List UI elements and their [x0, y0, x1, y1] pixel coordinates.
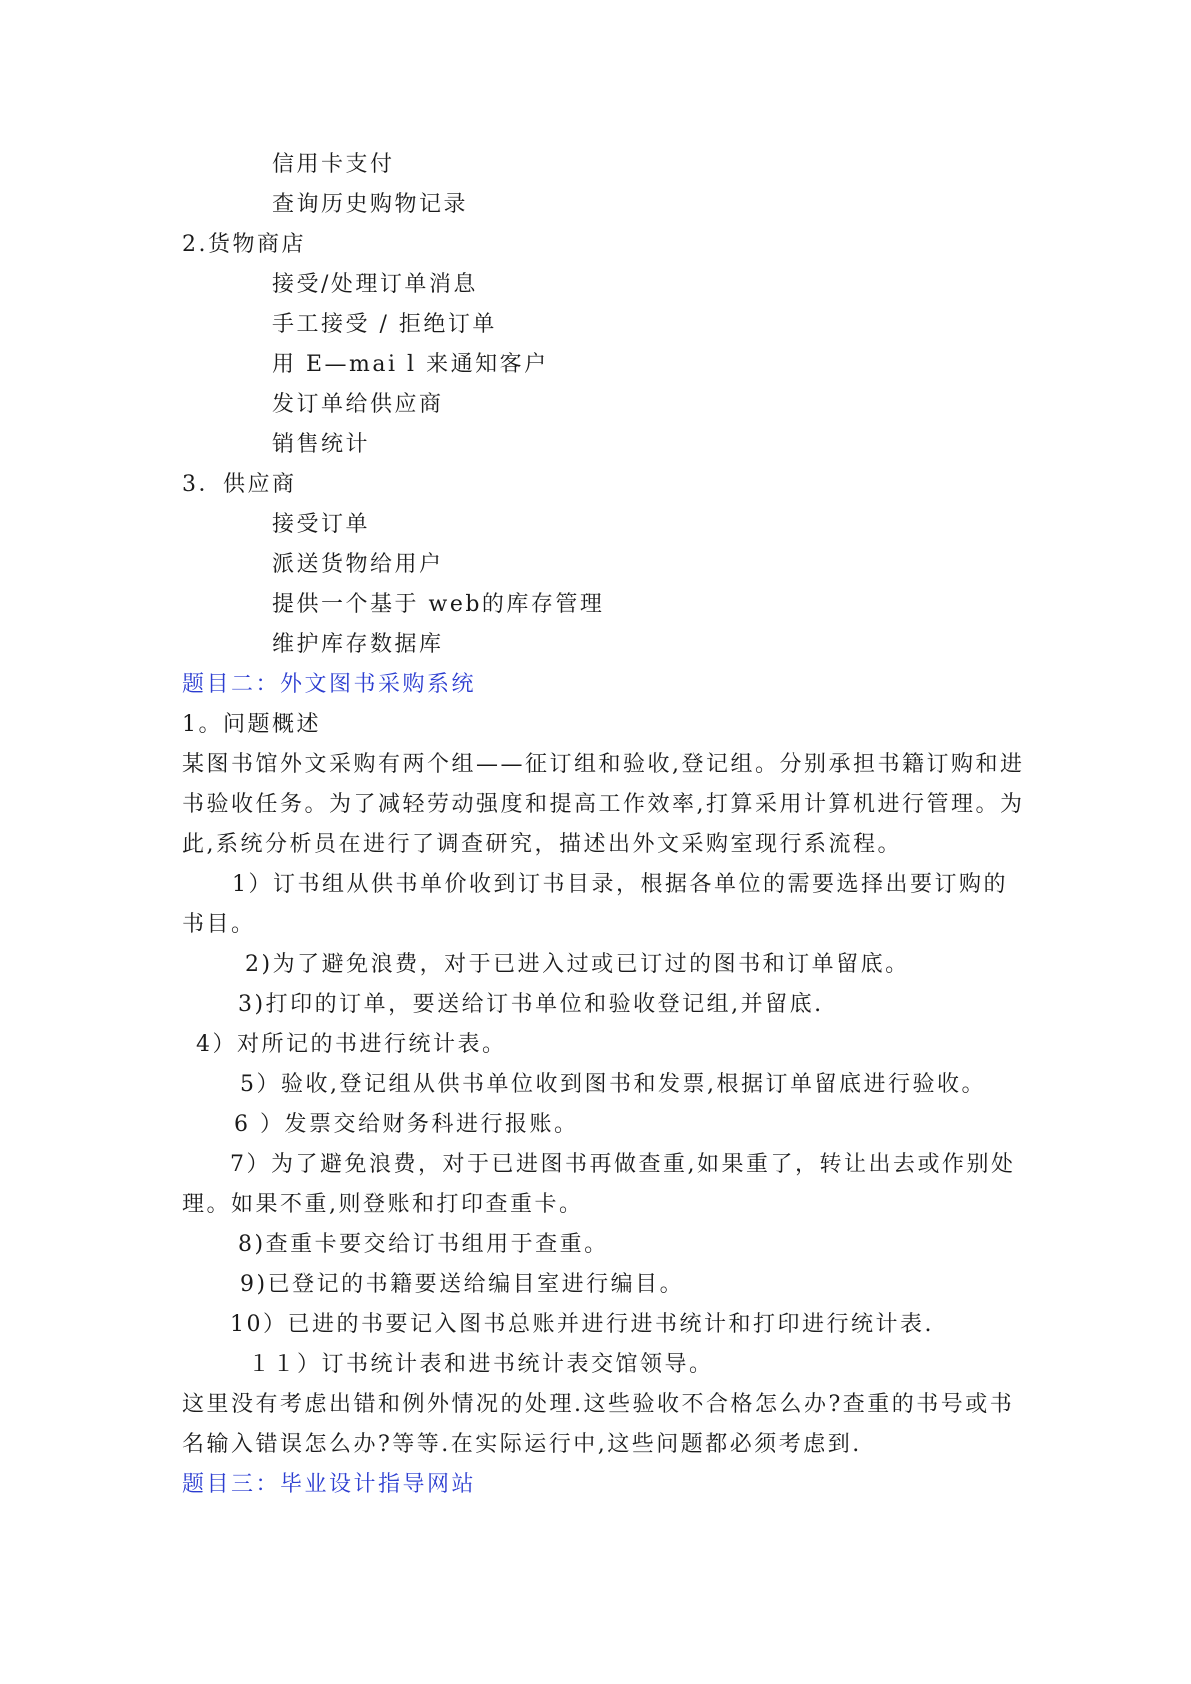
step-5: 5）验收,登记组从供书单位收到图书和发票,根据订单留底进行验收。 [240, 1072, 986, 1097]
intro-line: 书验收任务。为了减轻劳动强度和提高工作效率,打算采用计算机进行管理。为 [182, 792, 1025, 817]
section-title-store: 2.货物商店 [182, 232, 306, 257]
list-item: 信用卡支付 [272, 152, 395, 177]
list-item: 手工接受 / 拒绝订单 [272, 312, 497, 337]
list-item: 接受/处理订单消息 [272, 272, 478, 297]
step-1: 1）订书组从供书单价收到订书目录，根据各单位的需要选择出要订购的 [232, 872, 1008, 897]
step-7-continued: 理。如果不重,则登账和打印查重卡。 [182, 1192, 584, 1217]
intro-line: 某图书馆外文采购有两个组——征订组和验收,登记组。分别承担书籍订购和进 [182, 752, 1025, 777]
list-item: 派送货物给用户 [272, 552, 444, 577]
list-item: 提供一个基于 web的库存管理 [272, 592, 605, 617]
list-item: 维护库存数据库 [272, 632, 444, 657]
topic2-subheading: 1。问题概述 [182, 712, 321, 737]
intro-line: 此,系统分析员在进行了调查研究，描述出外文采购室现行系流程。 [182, 832, 902, 857]
step-1-continued: 书目。 [182, 912, 256, 937]
step-10: 10）已进的书要记入图书总账并进行进书统计和打印进行统计表. [230, 1312, 934, 1337]
closing-line: 名输入错误怎么办?等等.在实际运行中,这些问题都必须考虑到. [182, 1432, 862, 1457]
section-title-supplier: 3．供应商 [182, 472, 297, 497]
step-11: １１）订书统计表和进书统计表交馆领导。 [248, 1352, 714, 1377]
topic2-heading: 题目二：外文图书采购系统 [182, 672, 477, 697]
step-9: 9)已登记的书籍要送给编目室进行编目。 [240, 1272, 685, 1297]
step-7: 7）为了避免浪费，对于已进图书再做查重,如果重了，转让出去或作别处 [230, 1152, 1016, 1177]
step-8: 8)查重卡要交给订书组用于查重。 [238, 1232, 609, 1257]
topic3-heading: 题目三：毕业设计指导网站 [182, 1472, 477, 1497]
list-item: 销售统计 [272, 432, 371, 457]
step-3: 3)打印的订单，要送给订书单位和验收登记组,并留底. [238, 992, 824, 1017]
step-6: 6 ）发票交给财务科进行报账。 [234, 1112, 579, 1137]
closing-line: 这里没有考虑出错和例外情况的处理.这些验收不合格怎么办?查重的书号或书 [182, 1392, 1015, 1417]
step-4: 4）对所记的书进行统计表。 [196, 1032, 507, 1057]
list-item: 接受订单 [272, 512, 371, 537]
list-item: 用 E—mai l 来通知客户 [272, 352, 549, 377]
list-item: 发订单给供应商 [272, 392, 444, 417]
list-item: 查询历史购物记录 [272, 192, 469, 217]
step-2: 2)为了避免浪费，对于已进入过或已订过的图书和订单留底。 [245, 952, 910, 977]
